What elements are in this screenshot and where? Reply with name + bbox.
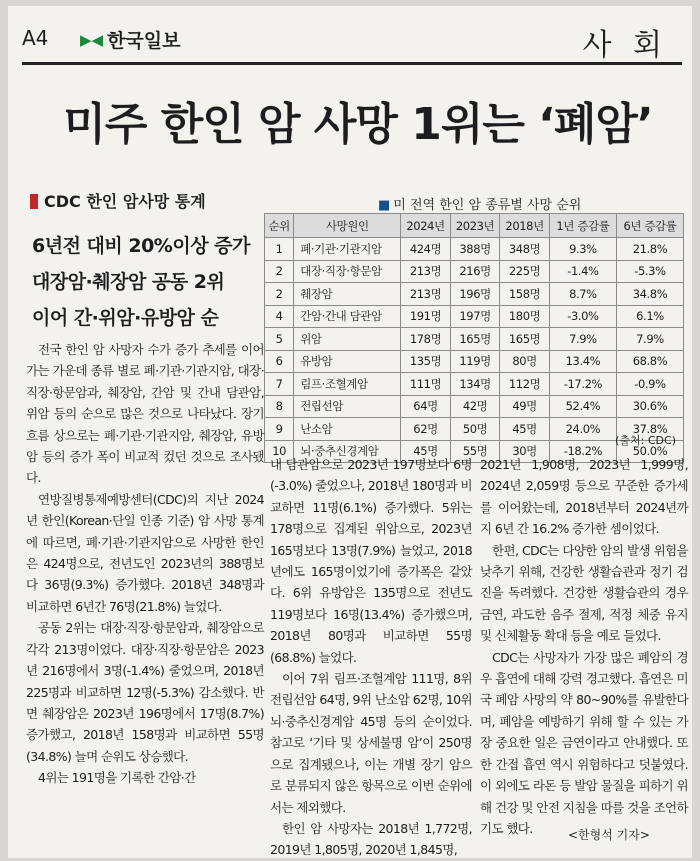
newspaper-page [8, 6, 692, 858]
byline: <한형석 기자> [568, 828, 650, 842]
paragraph: 2021년 1,908명, 2023년 1,999명, 2024년 2,059명 등으로 꾸준한 증가세를 이어왔는데, 2018년부터 2024년까지 6년 간 16.2% 증가한 셈이었다. [480, 457, 688, 537]
table-body [265, 238, 684, 463]
table-cell: 45명 [500, 418, 550, 441]
table-cell: 21.8% [616, 238, 683, 261]
table-cell: -1.4% [549, 260, 616, 283]
paragraph: 내 담관암으로 2023년 197명보다 6명(-3.0%) 줄었으나, 2018년 180명과 비교하면 11명(6.1%) 증가했다. 5위는 178명으로 집계된 위암으로, 2023년 165명보다 13명(7.9%) 늘었고, 2018년에도 165명이었기에 증가폭은 같았다. 6위 유방암은 135명으로 전년도 119명보다 16명(13.4%) 증가했으며, 2018년 80명과 비교하면 55명(68.8%) 늘었다. [270, 457, 472, 665]
table-cell: 158명 [500, 283, 550, 306]
table-source: (출처: CDC) [615, 434, 676, 447]
page-header [22, 20, 682, 65]
table-cell: 6 [265, 350, 294, 373]
table-cell: -0.9% [616, 373, 683, 396]
table-cell: 폐·기관·기관지암 [294, 238, 401, 261]
article-column-2 [270, 454, 472, 858]
logo-mark-icon: ▶◀ [80, 31, 104, 49]
subheadline-line: 대장암·췌장암 공동 2위 [32, 271, 225, 293]
paragraph: 전국 한인 암 사망자 수가 증가 추세를 이어가는 가운데 종류 별로 폐·기관·기관지암, 대장·직장·항문암과, 췌장암, 간암 및 간내 담관암, 위암 등의 순으로 많은 것으로 나타났다. 장기 흐름 상으로는 폐·기관·기관지암, 췌장암, 유방암 등의 증가 폭이 비교적 컸던 것으로 조사됐다. [26, 342, 264, 486]
table-cell: 위암 [294, 328, 401, 351]
table-row [265, 260, 684, 283]
table-cell: 2 [265, 283, 294, 306]
table-cell: 388명 [450, 238, 500, 261]
table-cell: 134명 [450, 373, 500, 396]
table-cell: -17.2% [549, 373, 616, 396]
table-cell: 80명 [500, 350, 550, 373]
table-cell: 37.8% [616, 418, 683, 441]
table-cell: -5.3% [616, 260, 683, 283]
table-row [265, 305, 684, 328]
column-header: 2023년 [450, 214, 500, 238]
table-cell: 111명 [401, 373, 451, 396]
table-cell: 225명 [500, 260, 550, 283]
paragraph: 공동 2위는 대장·직장·항문암과, 췌장암으로 각각 213명이었다. 대장·직장·항문암은 2023년 216명에서 3명(-1.4%) 줄었으며, 2018년 225명과 비교하면 12명(-5.3%) 감소했다. 반면 췌장암은 2023년 196명에서 17명(8.7%) 증가했고, 2018년 158명과 비교하면 55명(34.8%) 늘며 순위도 상승했다. [26, 620, 264, 764]
table-row [265, 238, 684, 261]
paragraph: CDC는 사망자가 가장 많은 폐암의 경우 흡연에 대해 강력 경고했다. 흡연은 미국 폐암 사망의 약 80~90%를 유발한다며, 폐암을 예방하기 위해 할 수 있는 가장 중요한 일은 금연이라고 안내했다. 또한 간접 흡연 역시 위험하다고 덧붙였다. 이 외에도 라돈 등 발암 물질을 피하기 위해 건강 및 안전 지침을 따를 것을 조언하기도 했다. [480, 649, 688, 836]
table-cell: 10 [265, 440, 294, 463]
kicker-text: CDC 한인 암사망 통계 [44, 192, 206, 211]
caption-marker-icon: ■ [378, 198, 391, 213]
table-cell: 4 [265, 305, 294, 328]
table-row [265, 328, 684, 351]
table-row [265, 373, 684, 396]
table-cell: 213명 [401, 283, 451, 306]
table-cell: 6.1% [616, 305, 683, 328]
table-cell: 135명 [401, 350, 451, 373]
table-cell: 7 [265, 373, 294, 396]
table-cell: 췌장암 [294, 283, 401, 306]
table-cell: 196명 [450, 283, 500, 306]
table-cell: 52.4% [549, 395, 616, 418]
table-caption [378, 194, 581, 213]
table-cell: 50명 [450, 418, 500, 441]
table-cell: 13.4% [549, 350, 616, 373]
table-cell: 2 [265, 260, 294, 283]
paragraph: 이어 7위 림프·조혈계암 111명, 8위 전립선암 64명, 9위 난소암 62명, 10위 뇌·중추신경계암 45명 등의 순이었다. 참고로 ‘기타 및 상세불명 암’이 250명으로 집계됐으나, 이는 개별 장기 암으로 분류되지 않은 항목으로 이번 순위에서는 제외했다. [270, 671, 472, 815]
table-cell: 112명 [500, 373, 550, 396]
column-header: 6년 증감률 [616, 214, 683, 238]
table-cell: 50.0% [616, 440, 683, 463]
table-cell: 348명 [500, 238, 550, 261]
kicker [30, 189, 206, 212]
paragraph: 연방질병통제예방센터(CDC)의 지난 2024년 한인(Korean·단일 인종 기준) 암 사망 통계에 따르면, 폐·기관·기관지암으로 사망한 한인은 424명으로, 전년도인 2023년의 388명보다 36명(9.3%) 증가했다. 2018년 348명과 비교하면 6년간 76명(21.8%) 늘었다. [26, 491, 264, 614]
table-cell: 24.0% [549, 418, 616, 441]
table-cell: 9.3% [549, 238, 616, 261]
table-cell: 216명 [450, 260, 500, 283]
table-cell: 8 [265, 395, 294, 418]
table-cell: 119명 [450, 350, 500, 373]
table-cell: 전립선암 [294, 395, 401, 418]
table-cell: 68.8% [616, 350, 683, 373]
paragraph: 한편, CDC는 다양한 암의 발생 위험을 낮추기 위해, 건강한 생활습관과 정기 검진을 독려했다. 건강한 생활습관의 경우 금연, 과도한 음주 절제, 적정 체중 유지 및 신체활동 확대 등을 예로 들었다. [480, 542, 688, 644]
table-cell: 30명 [500, 440, 550, 463]
table-cell: 림프·조혈계암 [294, 373, 401, 396]
cancer-death-rank-table [264, 213, 684, 463]
page-number: A4 [22, 26, 49, 50]
table-cell: 34.8% [616, 283, 683, 306]
newspaper-name: 한국일보 [107, 30, 181, 52]
column-header: 2024년 [401, 214, 451, 238]
paragraph: 한인 암 사망자는 2018년 1,772명, 2019년 1,805명, 2020년 1,845명, [270, 820, 472, 858]
table-cell: -18.2% [549, 440, 616, 463]
section-title: 사 회 [582, 28, 668, 63]
table-cell: 165명 [500, 328, 550, 351]
table-row [265, 350, 684, 373]
table-cell: 뇌·중추신경계암 [294, 440, 401, 463]
table-cell: 8.7% [549, 283, 616, 306]
table-cell: 424명 [401, 238, 451, 261]
table-cell: 유방암 [294, 350, 401, 373]
table-row [265, 283, 684, 306]
table-cell: 1 [265, 238, 294, 261]
table-cell: -3.0% [549, 305, 616, 328]
column-header: 2018년 [500, 214, 550, 238]
table-cell: 62명 [401, 418, 451, 441]
subheadline-line: 이어 간·위암·유방암 순 [32, 307, 219, 329]
table-cell: 64명 [401, 395, 451, 418]
table-cell: 45명 [401, 440, 451, 463]
table-caption-text: 미 전역 한인 암 종류별 사망 순위 [393, 198, 582, 213]
table-cell: 7.9% [549, 328, 616, 351]
article-column-1 [26, 339, 264, 789]
table-cell: 42명 [450, 395, 500, 418]
table-cell: 7.9% [616, 328, 683, 351]
subheadline [32, 228, 262, 336]
article-column-3 [480, 454, 688, 839]
table-cell: 191명 [401, 305, 451, 328]
table-cell: 난소암 [294, 418, 401, 441]
subheadline-line: 6년전 대비 20%이상 증가 [32, 235, 250, 257]
kicker-marker-icon [30, 194, 38, 209]
table-cell: 213명 [401, 260, 451, 283]
column-header: 사망원인 [294, 214, 401, 238]
table-header-row [265, 214, 684, 238]
table-cell: 197명 [450, 305, 500, 328]
newspaper-logo [80, 26, 181, 53]
headline: 미주 한인 암 사망 1위는 ‘폐암’ [63, 99, 653, 150]
table-cell: 180명 [500, 305, 550, 328]
table-cell: 49명 [500, 395, 550, 418]
paragraph: 4위는 191명을 기록한 간암·간 [38, 770, 196, 786]
table-cell: 간암·간내 담관암 [294, 305, 401, 328]
table-cell: 178명 [401, 328, 451, 351]
table-cell: 5 [265, 328, 294, 351]
column-header: 1년 증감률 [549, 214, 616, 238]
table-cell: 대장·직장·항문암 [294, 260, 401, 283]
table-row [265, 395, 684, 418]
table-cell: 30.6% [616, 395, 683, 418]
table-cell: 165명 [450, 328, 500, 351]
table-cell: 55명 [450, 440, 500, 463]
column-header: 순위 [265, 214, 294, 238]
table-cell: 9 [265, 418, 294, 441]
